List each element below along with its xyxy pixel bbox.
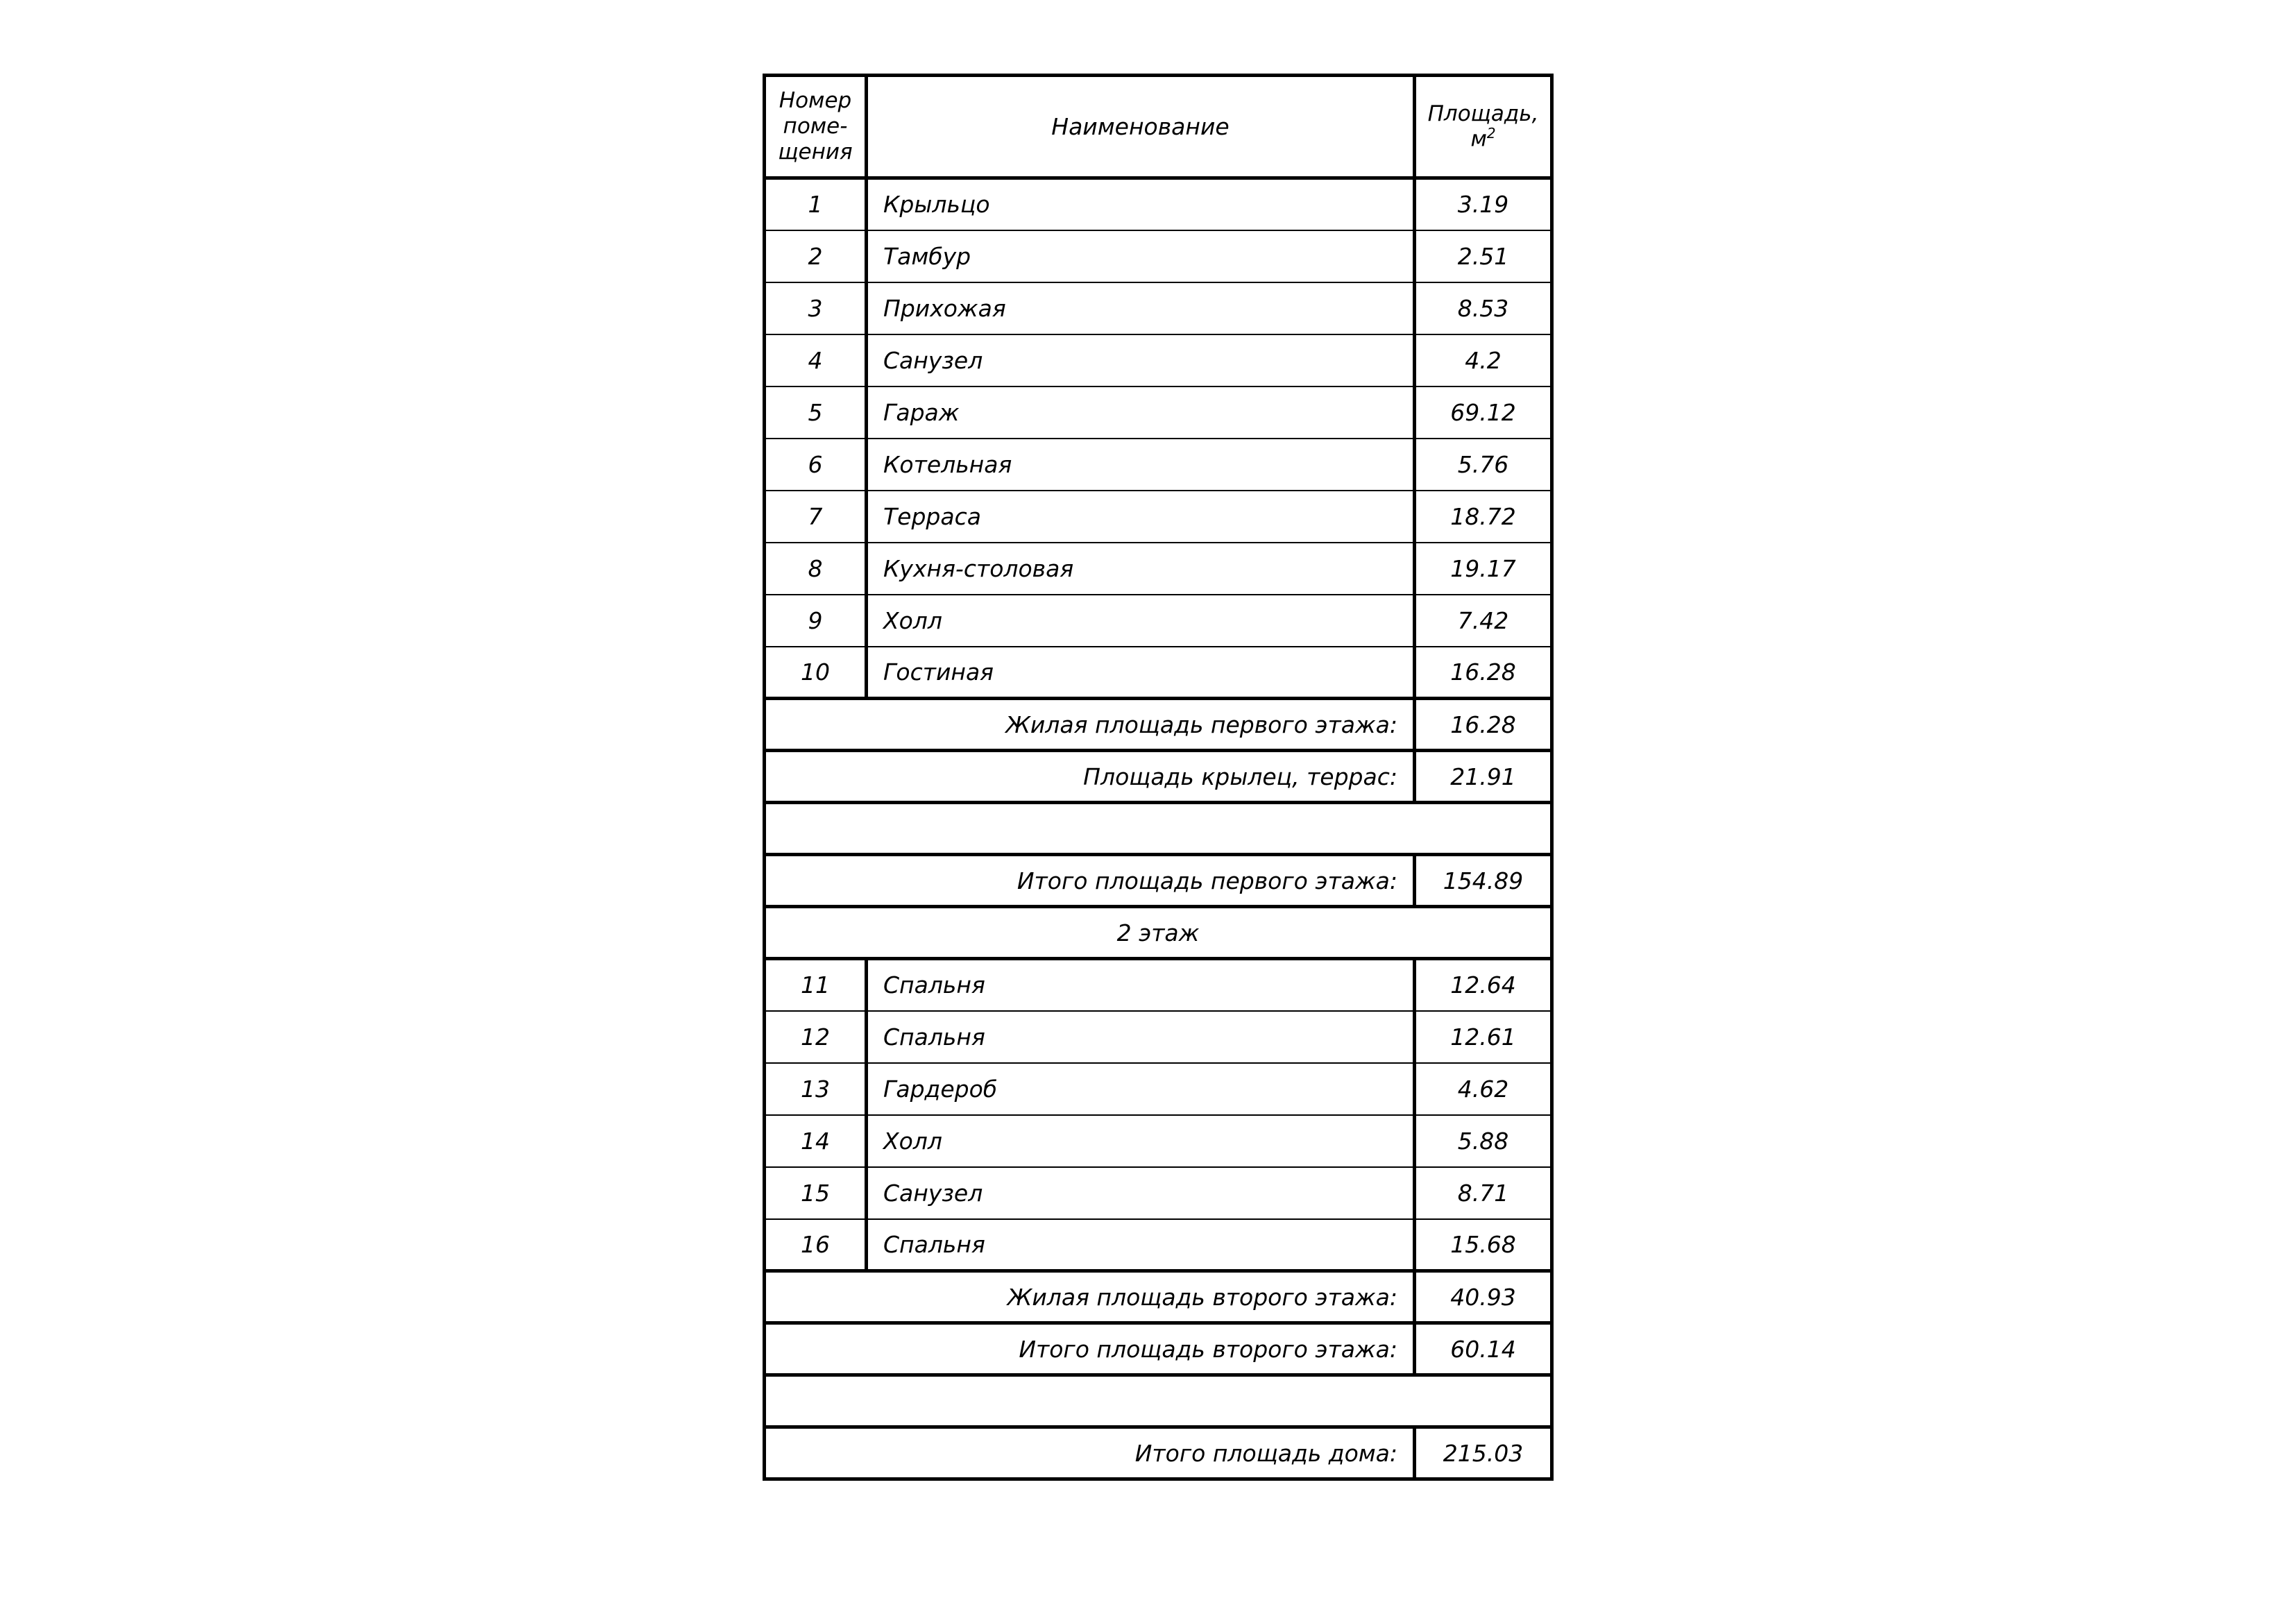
empty-row xyxy=(765,1375,1552,1427)
table-header-row xyxy=(765,76,1552,178)
room-number: 12 xyxy=(765,1011,867,1063)
room-name: Котельная xyxy=(867,439,1415,491)
room-number-header-line2: поме- xyxy=(783,113,848,139)
room-number: 7 xyxy=(765,491,867,543)
room-number: 4 xyxy=(765,334,867,386)
summary-row-total-floor1 xyxy=(765,855,1552,907)
room-area: 5.76 xyxy=(1415,439,1552,491)
summary-row-porch xyxy=(765,751,1552,803)
room-area: 19.17 xyxy=(1415,543,1552,595)
room-area: 8.71 xyxy=(1415,1167,1552,1219)
empty-cell xyxy=(765,1375,1552,1427)
room-name: Спальня xyxy=(867,1011,1415,1063)
table-row xyxy=(765,543,1552,595)
room-name: Кухня-столовая xyxy=(867,543,1415,595)
room-area: 69.12 xyxy=(1415,386,1552,439)
room-area: 4.2 xyxy=(1415,334,1552,386)
area-header-unit-power: 2 xyxy=(1486,125,1496,142)
table-row xyxy=(765,1115,1552,1167)
room-area: 12.64 xyxy=(1415,959,1552,1011)
summary-row-total-floor2 xyxy=(765,1323,1552,1375)
table-row xyxy=(765,334,1552,386)
porch-area-label: Площадь крылец, террас: xyxy=(765,751,1415,803)
table-row xyxy=(765,491,1552,543)
room-name: Гараж xyxy=(867,386,1415,439)
room-number: 5 xyxy=(765,386,867,439)
room-number: 3 xyxy=(765,282,867,334)
room-name: Холл xyxy=(867,1115,1415,1167)
total-area-floor1-value: 154.89 xyxy=(1415,855,1552,907)
room-number-header-line3: щения xyxy=(778,139,853,165)
total-area-floor2-label: Итого площадь второго этажа: xyxy=(765,1323,1415,1375)
room-area: 3.19 xyxy=(1415,178,1552,230)
room-number: 10 xyxy=(765,647,867,699)
total-area-floor2-value: 60.14 xyxy=(1415,1323,1552,1375)
room-area: 2.51 xyxy=(1415,230,1552,282)
room-area: 15.68 xyxy=(1415,1219,1552,1271)
table-row xyxy=(765,439,1552,491)
section-row-floor2 xyxy=(765,907,1552,959)
table-row xyxy=(765,386,1552,439)
table-row xyxy=(765,595,1552,647)
total-area-floor1-label: Итого площадь первого этажа: xyxy=(765,855,1415,907)
empty-row xyxy=(765,803,1552,855)
table-row xyxy=(765,1219,1552,1271)
room-name: Гардероб xyxy=(867,1063,1415,1115)
room-number: 11 xyxy=(765,959,867,1011)
room-number: 16 xyxy=(765,1219,867,1271)
table-body xyxy=(765,178,1552,1479)
room-number: 1 xyxy=(765,178,867,230)
room-area: 16.28 xyxy=(1415,647,1552,699)
table-row xyxy=(765,647,1552,699)
room-name: Спальня xyxy=(867,959,1415,1011)
room-name: Крыльцо xyxy=(867,178,1415,230)
room-number: 9 xyxy=(765,595,867,647)
room-area: 7.42 xyxy=(1415,595,1552,647)
table-row xyxy=(765,1011,1552,1063)
room-name: Холл xyxy=(867,595,1415,647)
living-area-floor1-label: Жилая площадь первого этажа: xyxy=(765,699,1415,751)
room-name: Тамбур xyxy=(867,230,1415,282)
table-row xyxy=(765,178,1552,230)
room-number: 6 xyxy=(765,439,867,491)
summary-row-living-floor2 xyxy=(765,1271,1552,1323)
room-name: Прихожая xyxy=(867,282,1415,334)
room-name: Гостиная xyxy=(867,647,1415,699)
room-area: 4.62 xyxy=(1415,1063,1552,1115)
living-area-floor2-label: Жилая площадь второго этажа: xyxy=(765,1271,1415,1323)
porch-area-value: 21.91 xyxy=(1415,751,1552,803)
area-header-unit: м xyxy=(1470,126,1487,152)
room-number: 2 xyxy=(765,230,867,282)
living-area-floor1-value: 16.28 xyxy=(1415,699,1552,751)
room-area: 5.88 xyxy=(1415,1115,1552,1167)
room-area: 8.53 xyxy=(1415,282,1552,334)
room-name: Терраса xyxy=(867,491,1415,543)
area-header xyxy=(1415,76,1552,178)
room-number: 13 xyxy=(765,1063,867,1115)
table-row xyxy=(765,230,1552,282)
room-area: 12.61 xyxy=(1415,1011,1552,1063)
floor2-title: 2 этаж xyxy=(765,907,1552,959)
room-name-header: Наименование xyxy=(867,76,1415,178)
empty-cell xyxy=(765,803,1552,855)
house-total-label: Итого площадь дома: xyxy=(765,1427,1415,1479)
summary-row-living-floor1 xyxy=(765,699,1552,751)
room-name: Спальня xyxy=(867,1219,1415,1271)
table-row xyxy=(765,959,1552,1011)
room-number: 15 xyxy=(765,1167,867,1219)
table-row xyxy=(765,1167,1552,1219)
room-area: 18.72 xyxy=(1415,491,1552,543)
room-number-header xyxy=(765,76,867,178)
table-row xyxy=(765,1063,1552,1115)
room-number: 8 xyxy=(765,543,867,595)
table-row xyxy=(765,282,1552,334)
room-number-header-line1: Номер xyxy=(779,87,852,113)
room-schedule-table xyxy=(763,74,1554,1481)
summary-row-house-total xyxy=(765,1427,1552,1479)
house-total-value: 215.03 xyxy=(1415,1427,1552,1479)
area-header-label: Площадь, xyxy=(1427,101,1539,127)
living-area-floor2-value: 40.93 xyxy=(1415,1271,1552,1323)
room-number: 14 xyxy=(765,1115,867,1167)
room-name: Санузел xyxy=(867,334,1415,386)
room-name: Санузел xyxy=(867,1167,1415,1219)
